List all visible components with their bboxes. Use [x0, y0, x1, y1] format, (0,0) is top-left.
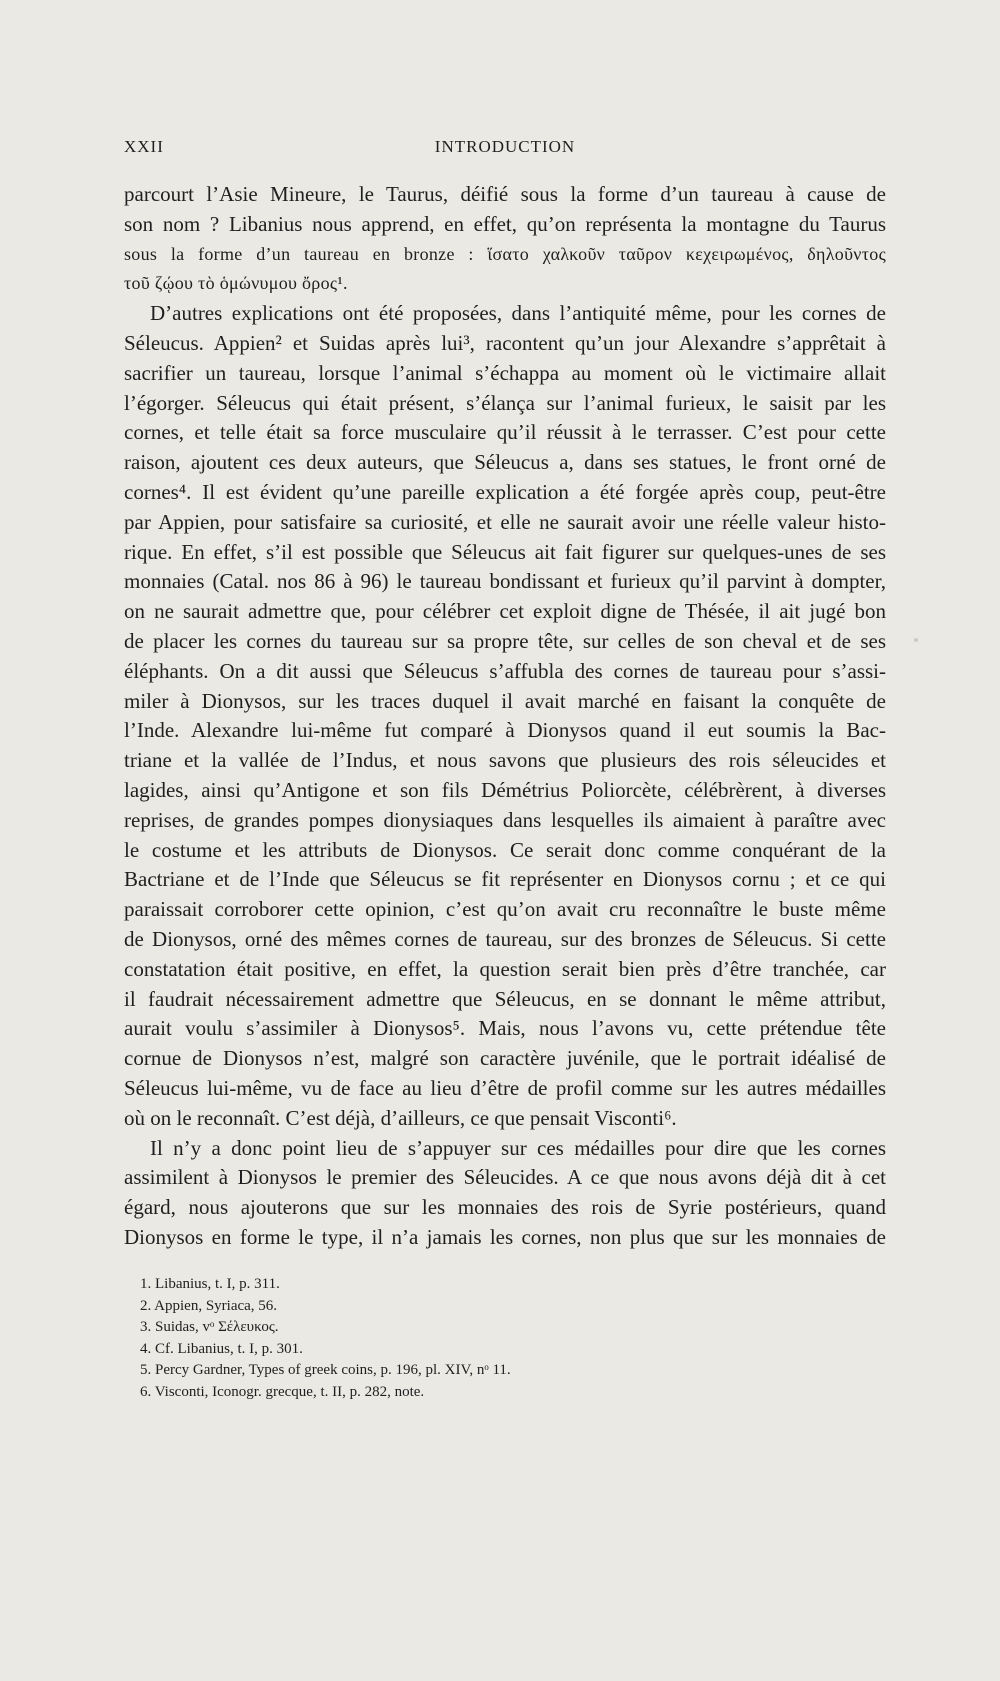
- text-line: Dionysos en forme le type, il n’a jamais les cornes, non plus que sur les monnaies de: [124, 1224, 886, 1249]
- text-line: rique. En effet, s’il est possible que Séleucus ait fait figurer sur quelques-unes de ses: [124, 539, 886, 564]
- text-line: éléphants. On a dit aussi que Séleucus s’affubla des cornes de taureau pour s’assi-: [124, 658, 886, 683]
- text-line: de placer les cornes du taureau sur sa propre tête, sur celles de son cheval et de ses: [124, 628, 886, 653]
- text-line: constatation était positive, en effet, la question serait bien près d’être tranchée, car: [124, 956, 886, 981]
- body-text: [124, 180, 886, 1253]
- text-line: τοῦ ζῴου τὸ ὁμώνυμου ὄρος¹.: [124, 273, 348, 294]
- paper-speck: [914, 638, 918, 642]
- text-line: de Dionysos, orné des mêmes cornes de taureau, sur des bronzes de Séleucus. Si cette: [124, 926, 886, 951]
- text-line: où on le reconnaît. C’est déjà, d’ailleurs, ce que pensait Visconti⁶.: [124, 1105, 677, 1130]
- text-line: sous la forme d’un taureau en bronze : ἵσατο χαλκοῦν ταῦρον κεχειρωμένος, δηλοῦντος: [124, 243, 886, 264]
- text-line: raison, ajoutent ces deux auteurs, que Séleucus a, dans ses statues, le front orné de: [124, 450, 886, 475]
- text-line: lagides, ainsi qu’Antigone et son fils Démétrius Poliorcète, célébrèrent, à diverses: [124, 777, 886, 802]
- text-line: paraissait corroborer cette opinion, c’est qu’on avait cru reconnaître le buste même: [124, 897, 886, 922]
- footnotes: [140, 1274, 880, 1404]
- text-line: Séleucus lui-même, vu de face au lieu d’être de profil comme sur les autres médailles: [124, 1075, 886, 1100]
- text-line: cornes, et telle était sa force musculaire qu’il réussit à le terrasser. C’est pour cette: [124, 420, 886, 445]
- text-line: monnaies (Catal. nos 86 à 96) le taureau bondissant et furieux qu’il parvint à dompter,: [124, 569, 886, 594]
- text-line: aurait voulu s’assimiler à Dionysos⁵. Mais, nous l’avons vu, cette prétendue tête: [124, 1016, 886, 1041]
- text-line: il faudrait nécessairement admettre que Séleucus, en se donnant le même attribut,: [124, 986, 886, 1011]
- text-line: l’Inde. Alexandre lui-même fut comparé à Dionysos quand il eut soumis la Bac-: [124, 718, 886, 743]
- text-line: l’égorger. Séleucus qui était présent, s’élança sur l’animal furieux, le saisit par les: [124, 390, 886, 415]
- text-line: on ne saurait admettre que, pour célébrer cet exploit digne de Thésée, il ait jugé bon: [124, 599, 886, 624]
- text-line: cornue de Dionysos n’est, malgré son caractère juvénile, que le portrait idéalisé de: [124, 1046, 886, 1071]
- text-line: miler à Dionysos, sur les traces duquel il avait marché en faisant la conquête de: [124, 688, 886, 713]
- footnote: 1. Libanius, t. I, p. 311.: [140, 1276, 280, 1292]
- text-line: Séleucus. Appien² et Suidas après lui³, racontent qu’un jour Alexandre s’apprêtait à: [124, 330, 886, 355]
- page-number: XXII: [124, 137, 164, 156]
- text-line: par Appien, pour satisfaire sa curiosité, et elle ne saurait avoir une réelle valeur histo-: [124, 509, 886, 534]
- text-line: son nom ? Libanius nous apprend, en effet, qu’on représenta la montagne du Taurus: [124, 211, 886, 236]
- text-line: assimilent à Dionysos le premier des Séleucides. A ce que nous avons déjà dit à cet: [124, 1165, 886, 1190]
- text-line: triane et la vallée de l’Indus, et nous savons que plusieurs des rois séleucides et: [124, 748, 886, 773]
- footnote: 5. Percy Gardner, Types of greek coins, p. 196, pl. XIV, nᵒ 11.: [140, 1362, 511, 1379]
- text-line: égard, nous ajouterons que sur les monnaies des rois de Syrie postérieurs, quand: [124, 1195, 886, 1220]
- text-line: sacrifier un taureau, lorsque l’animal s’échappa au moment où le victimaire allait: [124, 360, 886, 385]
- footnote: 3. Suidas, vᵒ Σέλευκος.: [140, 1319, 279, 1336]
- text-line: le costume et les attributs de Dionysos. Ce serait donc comme conquérant de la: [124, 837, 886, 862]
- text-line: D’autres explications ont été proposées, dans l’antiquité même, pour les cornes de: [150, 301, 886, 326]
- footnote: 6. Visconti, Iconogr. grecque, t. II, p. 282, note.: [140, 1383, 425, 1400]
- text-line: reprises, de grandes pompes dionysiaques dans lesquelles ils aimaient à paraître avec: [124, 807, 886, 832]
- text-line: Il n’y a donc point lieu de s’appuyer sur ces médailles pour dire que les cornes: [150, 1135, 886, 1160]
- text-line: cornes⁴. Il est évident qu’une pareille explication a été forgée après coup, peut-être: [124, 479, 886, 504]
- text-line: parcourt l’Asie Mineure, le Taurus, déifié sous la forme d’un taureau à cause de: [124, 182, 886, 206]
- footnote: 4. Cf. Libanius, t. I, p. 301.: [140, 1340, 303, 1357]
- running-title: INTRODUCTION: [434, 137, 576, 156]
- footnote: 2. Appien, Syriaca, 56.: [140, 1297, 278, 1314]
- text-line: Bactriane et de l’Inde que Séleucus se fit représenter en Dionysos cornu ; et ce qui: [124, 867, 886, 892]
